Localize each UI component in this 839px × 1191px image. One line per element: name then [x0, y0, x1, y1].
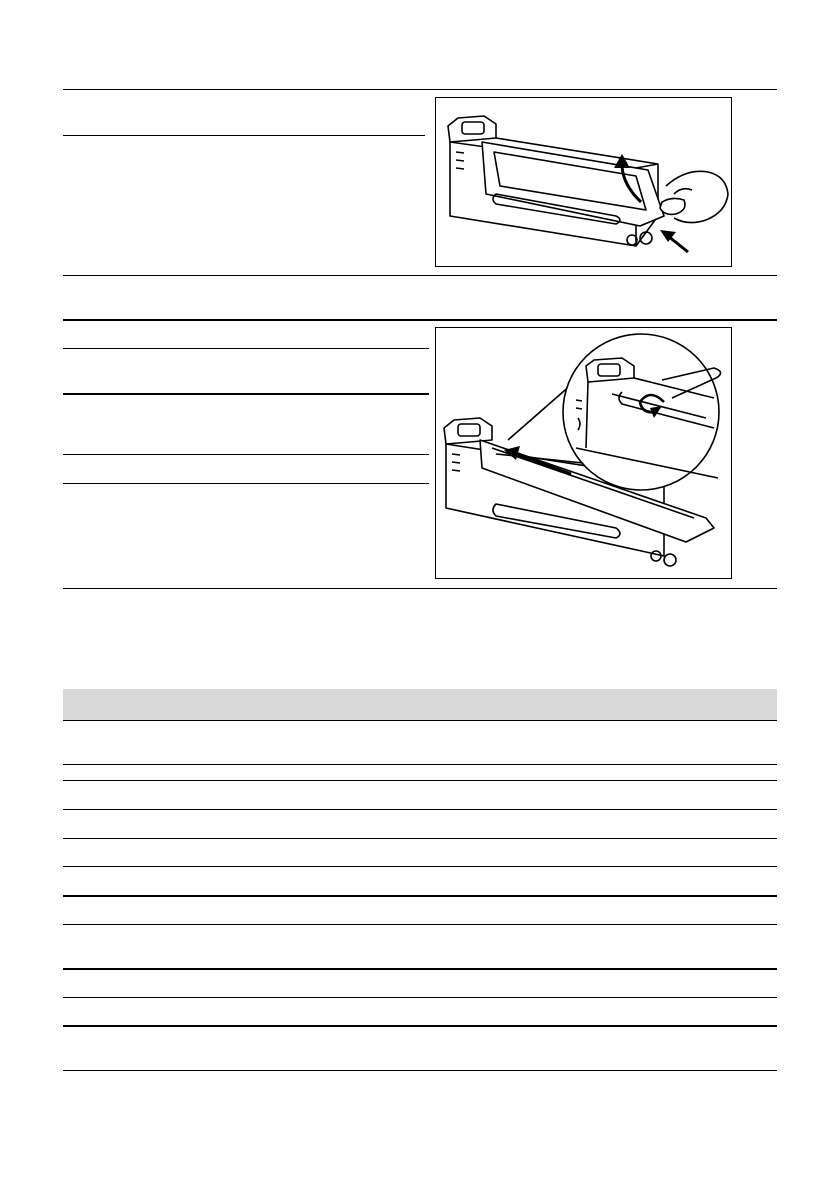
appliance-part-illustration-2	[436, 328, 731, 578]
table-rule-8	[63, 924, 777, 925]
section2-step-rule-c	[63, 454, 429, 455]
table-rule-4	[63, 809, 777, 810]
table-rule-10	[63, 997, 777, 998]
table-rule-12	[63, 1070, 777, 1071]
section2-step-rule-b	[63, 393, 429, 395]
table-rule-7	[63, 895, 777, 897]
appliance-part-illustration-1	[436, 98, 731, 266]
table-rule-11	[63, 1025, 777, 1027]
section2-bottom-rule	[63, 588, 777, 589]
table-rule-1	[63, 720, 777, 721]
table-header-row	[63, 689, 777, 720]
table-rule-2	[63, 764, 777, 765]
section2-top-rule	[63, 319, 777, 321]
section1-bottom-rule	[63, 275, 777, 276]
table-rule-6	[63, 866, 777, 867]
table-rule-9	[63, 968, 777, 970]
remove-cover-figure	[435, 97, 732, 267]
section1-subrule	[63, 135, 425, 136]
table-rule-3	[63, 780, 777, 781]
section1-top-rule	[63, 89, 777, 90]
table-rule-5	[63, 838, 777, 839]
insert-cover-figure	[435, 327, 732, 579]
section2-step-rule-d	[63, 483, 429, 484]
section2-step-rule-a	[63, 348, 429, 349]
